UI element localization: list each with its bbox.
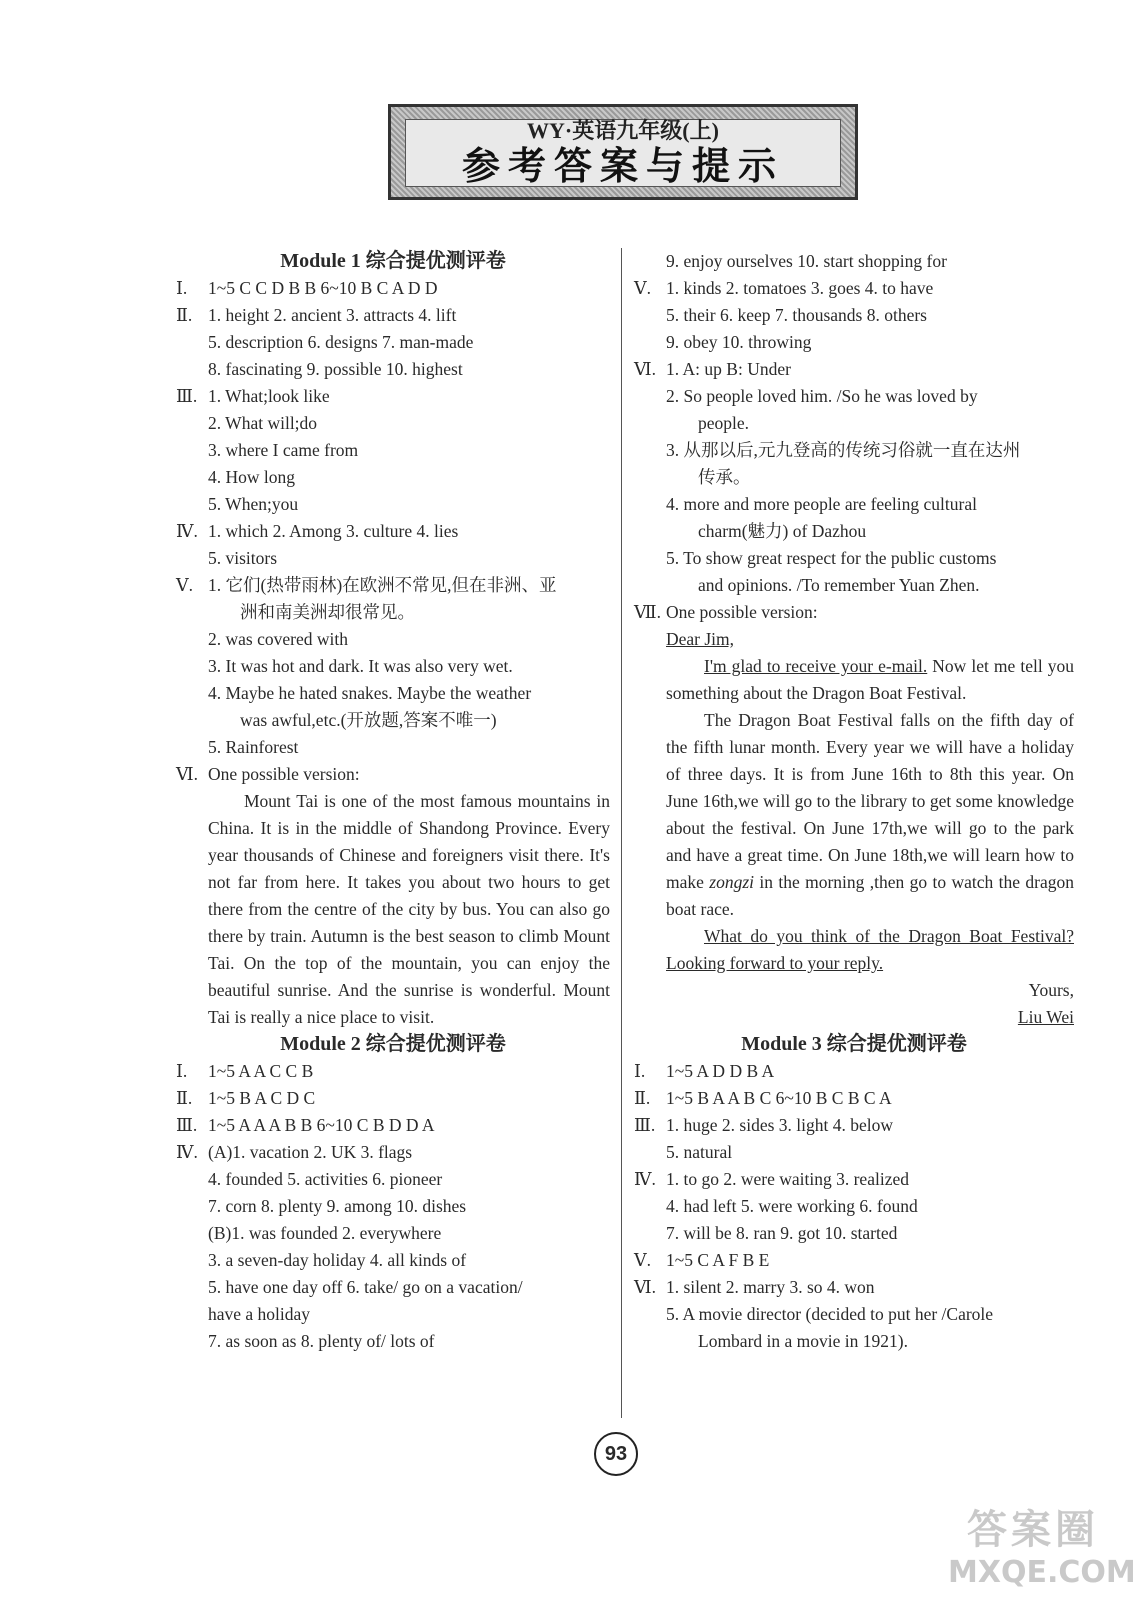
answer-text: 8. fascinating 9. possible 10. highest: [208, 359, 463, 379]
module-1-title: Module 1 综合提优测评卷: [280, 250, 506, 272]
section-number: [634, 410, 666, 437]
answer-text: have a holiday: [208, 1304, 311, 1324]
answer-text: 1~5 B A A B C 6~10 B C B C A: [666, 1088, 892, 1108]
letter-p2-italic: zongzi: [709, 872, 754, 892]
section-number: Ⅴ.: [176, 575, 194, 595]
watermark-logo: [948, 1498, 1136, 1590]
answer-line: [176, 356, 610, 383]
indent-spacer: [208, 599, 240, 626]
answer-line: [176, 1328, 610, 1355]
answer-text: 4. Maybe he hated snakes. Maybe the weather: [208, 683, 532, 703]
answer-text: 1~5 A A A B B 6~10 C B D D A: [208, 1115, 435, 1135]
section-number: [176, 545, 208, 572]
section-number: Ⅰ.: [176, 278, 188, 298]
module-2-answers-continued: [634, 248, 1074, 626]
answer-text: 7. as soon as 8. plenty of/ lots of: [208, 1331, 435, 1351]
indent-spacer: [666, 410, 698, 437]
answer-text: 5. Rainforest: [208, 737, 299, 757]
answer-text: 4. more and more people are feeling cultural: [666, 494, 977, 514]
section-number: Ⅶ.: [634, 602, 661, 622]
answer-line: [176, 437, 610, 464]
letter-paragraph-2: [666, 707, 1074, 923]
section-number: Ⅳ.: [634, 1169, 656, 1189]
answer-line: [634, 1139, 1074, 1166]
answer-text: 1. which 2. Among 3. culture 4. lies: [208, 521, 459, 541]
answer-line: [634, 1058, 1074, 1085]
section-number: [176, 491, 208, 518]
answer-text: One possible version:: [208, 764, 360, 784]
letter-p2-text: The Dragon Boat Festival falls on the fifth day of the fifth lunar month. Every year we will have a holiday of three days. It is from June 16th to 8th this year. On June 16th,we will go to the library to get some knowledge about the festival. On June 17th,we will go to the park and have a great time. On June 18th,we will learn how to make: [666, 710, 1074, 892]
answer-line: [176, 761, 610, 788]
answer-text: 7. corn 8. plenty 9. among 10. dishes: [208, 1196, 467, 1216]
answer-line: [634, 248, 1074, 275]
answer-text: 1. kinds 2. tomatoes 3. goes 4. to have: [666, 278, 934, 298]
letter-p2-end: in the morning ,then go to watch the dragon boat race.: [666, 872, 1074, 919]
answer-line: [176, 1166, 610, 1193]
section-number: [176, 1247, 208, 1274]
answer-text: One possible version:: [666, 602, 818, 622]
answer-line: [176, 275, 610, 302]
answer-text: 5. To show great respect for the public customs: [666, 548, 997, 568]
answer-line: [176, 1085, 610, 1112]
section-number: Ⅰ.: [634, 1061, 646, 1081]
answer-line: [634, 329, 1074, 356]
section-number: [634, 1301, 666, 1328]
section-number: [176, 1166, 208, 1193]
answer-text: 4. had left 5. were working 6. found: [666, 1196, 918, 1216]
answer-text: 5. their 6. keep 7. thousands 8. others: [666, 305, 927, 325]
banner-subtitle: WY·英语九年级(上): [527, 118, 719, 143]
section-number: [634, 329, 666, 356]
answer-text: 5. When;you: [208, 494, 299, 514]
answer-text: 1~5 B A C D C: [208, 1088, 316, 1108]
section-number: [634, 491, 666, 518]
section-number: [634, 302, 666, 329]
answer-line: [634, 1274, 1074, 1301]
section-number: [176, 437, 208, 464]
indent-spacer: [666, 464, 698, 491]
answer-text: 5. description 6. designs 7. man-made: [208, 332, 474, 352]
answer-line: [176, 545, 610, 572]
answer-line: [634, 437, 1074, 464]
module-3-title: Module 3 综合提优测评卷: [741, 1033, 967, 1055]
section-number: [176, 464, 208, 491]
answer-line: [176, 1112, 610, 1139]
section-number: Ⅰ.: [176, 1061, 188, 1081]
answer-line: [176, 1193, 610, 1220]
answer-line: [176, 302, 610, 329]
section-number: [176, 1301, 208, 1328]
indent-spacer: [666, 572, 698, 599]
answer-text: 5. natural: [666, 1142, 733, 1162]
answer-line: [176, 680, 610, 707]
answer-line: [176, 410, 610, 437]
answer-text: people.: [698, 413, 750, 433]
answer-text: 4. How long: [208, 467, 296, 487]
banner-title: 参考答案与提示: [461, 144, 784, 188]
section-number: Ⅱ.: [176, 305, 193, 325]
section-number: [176, 734, 208, 761]
answer-text: 2. was covered with: [208, 629, 348, 649]
answer-line: [634, 545, 1074, 572]
column-divider: [621, 248, 622, 1418]
answer-text: 1. to go 2. were waiting 3. realized: [666, 1169, 909, 1189]
section-number: Ⅳ.: [176, 521, 198, 541]
section-number: [634, 1193, 666, 1220]
letter-p1-underlined: I'm glad to receive your e-mail.: [704, 656, 928, 676]
section-number: [176, 356, 208, 383]
section-number: [176, 1220, 208, 1247]
section-number: Ⅵ.: [176, 764, 198, 784]
answer-line: [634, 518, 1074, 545]
letter-p1-rest: Now let me tell you something about the Dragon Boat Festival.: [666, 656, 1074, 703]
answer-line: [176, 626, 610, 653]
answer-text: 传承。: [698, 467, 751, 487]
watermark-cn: 答案圈: [967, 1507, 1099, 1553]
answer-line: [176, 1301, 610, 1328]
answer-text: 洲和南美洲却很常见。: [240, 602, 415, 622]
letter-signature: Liu Wei: [1017, 1007, 1074, 1027]
answer-text: 3. a seven-day holiday 4. all kinds of: [208, 1250, 467, 1270]
answer-text: 3. 从那以后,元九登高的传统习俗就一直在达州: [666, 440, 1021, 460]
answer-line: [176, 491, 610, 518]
section-number: [176, 626, 208, 653]
answer-line: [176, 1058, 610, 1085]
answer-line: [634, 1247, 1074, 1274]
indent-spacer: [208, 707, 240, 734]
answer-text: 7. will be 8. ran 9. got 10. started: [666, 1223, 898, 1243]
answer-text: 9. obey 10. throwing: [666, 332, 812, 352]
letter-greeting: Dear Jim,: [666, 629, 735, 649]
section-number: Ⅴ.: [634, 278, 652, 298]
section-number: [634, 518, 666, 545]
section-number: [176, 680, 208, 707]
indent-spacer: [666, 1328, 698, 1355]
indent-spacer: [666, 518, 698, 545]
answer-line: [176, 707, 610, 734]
answer-line: [634, 1166, 1074, 1193]
section-number: [634, 248, 666, 275]
answer-line: [176, 383, 610, 410]
section-number: Ⅵ.: [634, 359, 656, 379]
answer-line: [634, 356, 1074, 383]
section-number: Ⅳ.: [176, 1142, 198, 1162]
answer-text: 3. It was hot and dark. It was also very wet.: [208, 656, 513, 676]
answer-text: 1. A: up B: Under: [666, 359, 791, 379]
section-number: [176, 707, 208, 734]
section-number: Ⅲ.: [634, 1115, 656, 1135]
answer-text: Lombard in a movie in 1921).: [698, 1331, 908, 1351]
section-number: Ⅱ.: [634, 1088, 651, 1108]
answer-text: 2. So people loved him. /So he was loved by: [666, 386, 978, 406]
module-2-answers: [176, 1058, 610, 1355]
answer-text: 3. where I came from: [208, 440, 359, 460]
answer-text: 4. founded 5. activities 6. pioneer: [208, 1169, 443, 1189]
answer-line: [176, 1139, 610, 1166]
section-number: [176, 1328, 208, 1355]
module-1-answers: [176, 275, 610, 788]
module-3-answers: [634, 1058, 1074, 1355]
page-number: [588, 1432, 644, 1476]
answer-line: [176, 1220, 610, 1247]
answer-line: [634, 1301, 1074, 1328]
answer-text: (B)1. was founded 2. everywhere: [208, 1223, 442, 1243]
section-number: Ⅴ.: [634, 1250, 652, 1270]
section-number: [176, 653, 208, 680]
section-number: [634, 1328, 666, 1355]
answer-text: 1. 它们(热带雨林)在欧洲不常见,但在非洲、亚: [208, 575, 557, 595]
letter-paragraph-3: What do you think of the Dragon Boat Festival? Looking forward to your reply.: [666, 926, 1074, 973]
answer-text: 1~5 A A C C B: [208, 1061, 314, 1081]
answer-text: 5. A movie director (decided to put her /Carole: [666, 1304, 994, 1324]
section-number: Ⅲ.: [176, 1115, 198, 1135]
answer-line: [634, 1112, 1074, 1139]
answer-line: [176, 734, 610, 761]
answer-line: [176, 653, 610, 680]
title-banner: [388, 104, 858, 200]
section-number: [176, 410, 208, 437]
answer-text: 2. What will;do: [208, 413, 318, 433]
answer-line: [634, 572, 1074, 599]
answer-line: [176, 329, 610, 356]
section-number: [634, 464, 666, 491]
right-column: [634, 248, 1074, 1355]
section-number: [634, 1139, 666, 1166]
answer-text: 1~5 C C D B B 6~10 B C A D D: [208, 278, 438, 298]
page-number-badge: 93: [594, 1432, 638, 1476]
section-number: Ⅵ.: [634, 1277, 656, 1297]
section-number: [176, 1274, 208, 1301]
answer-line: [634, 302, 1074, 329]
module-2-title: Module 2 综合提优测评卷: [280, 1033, 506, 1055]
answer-text: (A)1. vacation 2. UK 3. flags: [208, 1142, 413, 1162]
answer-line: [176, 1247, 610, 1274]
answer-line: [176, 572, 610, 599]
left-column: [176, 248, 610, 1355]
answer-line: [634, 1085, 1074, 1112]
module-1-essay: Mount Tai is one of the most famous mountains in China. It is in the middle of Shandong Province. Every year thousands of Chinese and foreigners visit there. It's not far from here. It takes you about two hours to get there from the centre of the city by bus. You can also go there by train. Autumn is the best season to climb Mount Tai. On the top of the mountain, you can enjoy the beautiful sunrise. And the sunrise is wonderful. Mount Tai is really a nice place to visit.: [208, 791, 610, 1027]
answer-text: 5. have one day off 6. take/ go on a vacation/: [208, 1277, 523, 1297]
answer-text: 5. visitors: [208, 548, 278, 568]
module-1-essay-block: [176, 788, 610, 1031]
answer-text: charm(魅力) of Dazhou: [698, 521, 867, 541]
answer-line: [634, 410, 1074, 437]
letter-paragraph-1: [666, 653, 1074, 707]
answer-line: [634, 383, 1074, 410]
section-number: [176, 1193, 208, 1220]
section-number: [634, 572, 666, 599]
answer-line: [176, 1274, 610, 1301]
section-number: [176, 329, 208, 356]
section-number: Ⅲ.: [176, 386, 198, 406]
section-number: Ⅱ.: [176, 1088, 193, 1108]
answer-text: and opinions. /To remember Yuan Zhen.: [698, 575, 980, 595]
answer-text: was awful,etc.(开放题,答案不唯一): [240, 710, 497, 730]
answer-line: [634, 464, 1074, 491]
answer-text: 1~5 A D D B A: [666, 1061, 775, 1081]
answer-line: [634, 1193, 1074, 1220]
letter-block: [634, 626, 1074, 1031]
answer-line: [634, 275, 1074, 302]
answer-line: [634, 491, 1074, 518]
answer-text: 1. huge 2. sides 3. light 4. below: [666, 1115, 893, 1135]
answer-text: 1. What;look like: [208, 386, 330, 406]
answer-text: 1. height 2. ancient 3. attracts 4. lift: [208, 305, 457, 325]
answer-line: [634, 1220, 1074, 1247]
answer-line: [176, 464, 610, 491]
section-number: [634, 545, 666, 572]
section-number: [634, 437, 666, 464]
answer-line: [176, 518, 610, 545]
title-banner-inner: [405, 119, 841, 187]
letter-closing: Yours,: [1028, 980, 1074, 1000]
answer-line: [634, 1328, 1074, 1355]
answer-line: [634, 599, 1074, 626]
section-number: [634, 383, 666, 410]
answer-text: 9. enjoy ourselves 10. start shopping for: [666, 251, 947, 271]
answer-line: [176, 599, 610, 626]
answer-text: 1. silent 2. marry 3. so 4. won: [666, 1277, 875, 1297]
answer-text: 1~5 C A F B E: [666, 1250, 770, 1270]
watermark-url: MXQE.COM: [948, 1555, 1136, 1590]
section-number: [176, 599, 208, 626]
section-number: [634, 1220, 666, 1247]
